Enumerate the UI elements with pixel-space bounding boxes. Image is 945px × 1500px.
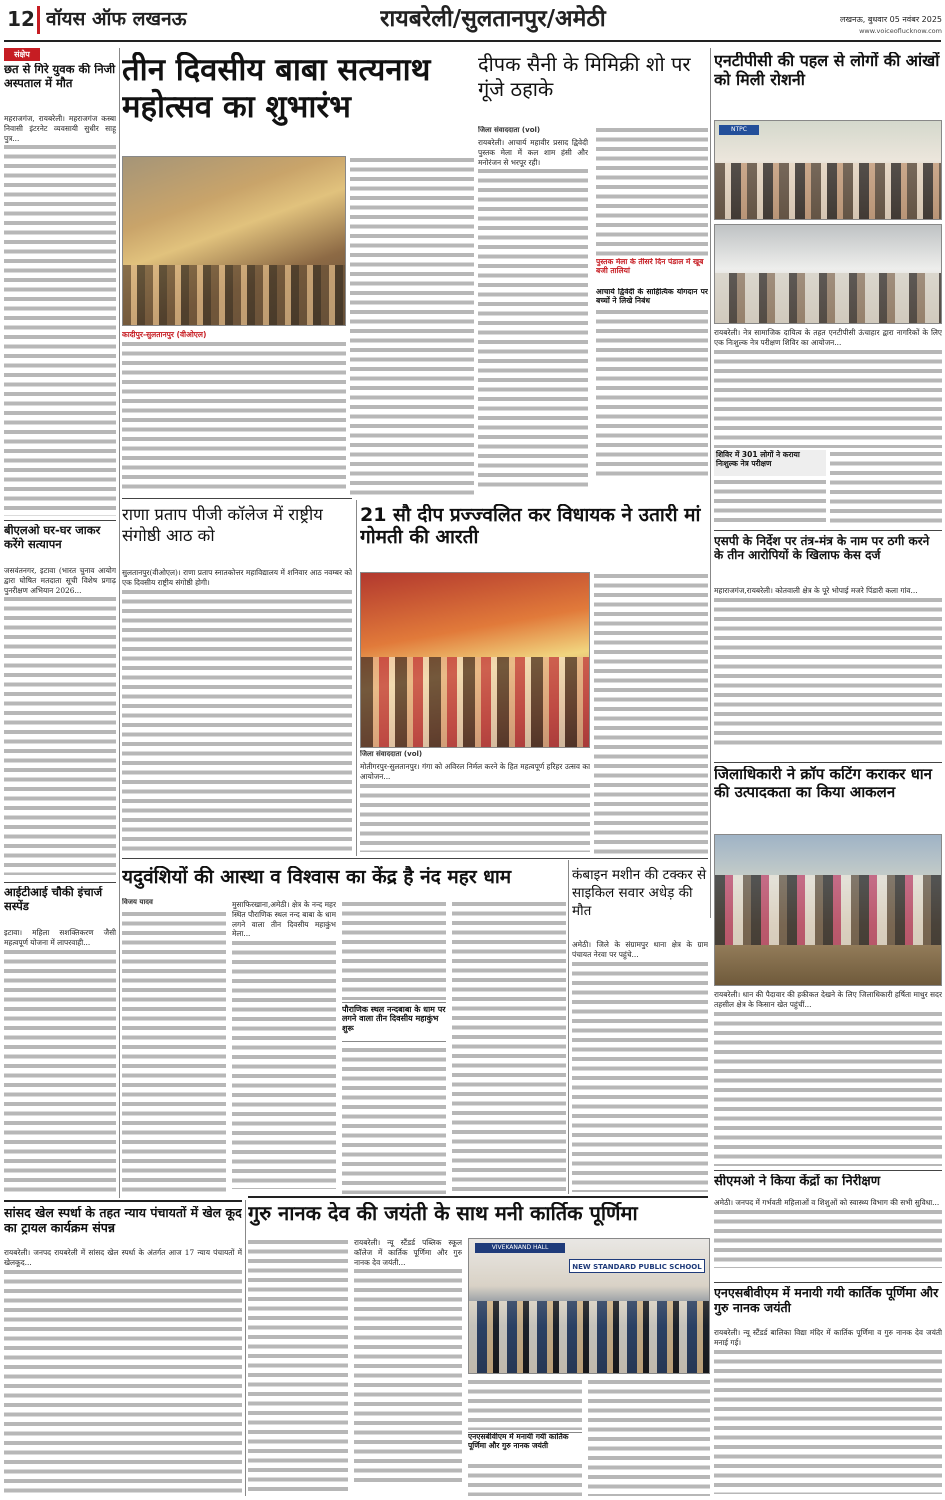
story-body: रायबरेली। न्यू स्टैंडर्ड बालिका विद्या मंदिर में कार्तिक पूर्णिमा व गुरु नानक देव जयंती मनाई गई।: [714, 1328, 942, 1496]
photo-people: [715, 875, 942, 945]
story-divider: [122, 858, 708, 859]
story-headline: गुरु नानक देव की जयंती के साथ मनी कार्तिक पूर्णिमा: [248, 1202, 638, 1225]
column-divider: [568, 860, 569, 1194]
story-subhead: पौराणिक स्थल नन्दबाबा के धाम पर लगने वाला तीन दिवसीय महाकुंभ शुरू: [342, 1002, 446, 1042]
story-headline: तीन दिवसीय बाबा सत्यनाथ महोत्सव का शुभारंभ: [122, 52, 431, 125]
news-photo: [714, 224, 942, 324]
photo-banner: NEW STANDARD PUBLIC SCHOOL: [569, 1259, 705, 1273]
story-headline: एसपी के निर्देश पर तंत्र-मंत्र के नाम पर ठगी करने के तीन आरोपियों के खिलाफ केस दर्ज: [714, 534, 930, 563]
brief-divider: [4, 882, 116, 883]
news-photo: [714, 834, 942, 986]
story-body: [714, 478, 826, 526]
story-body: अमेठी। जनपद में गर्भवती महिलाओं व शिशुओं को स्वास्थ्य विभाग की सभी सुविधा...: [714, 1198, 942, 1280]
brief-body: जसवंतनगर, इटावा (भारत चुनाव आयोग द्वारा घोषित मतदाता सूची विशेष प्रगाढ़ पुनरीक्षण अभियान 2026...: [4, 566, 116, 878]
story-subhead: आचार्य द्विवेदी के साहित्यिक योगदान पर बच्चों ने लिखे निबंध: [596, 288, 708, 305]
story-body: मुसाफिरखाना,अमेठी। क्षेत्र के नन्द महर स्थित पौराणिक स्थल नन्द बाबा के धाम लगने वाला तीन दिवसीय महाकुंभ मेला...: [232, 900, 336, 1194]
story-divider: [4, 1200, 242, 1202]
photo-banner: NTPC: [719, 125, 759, 135]
story-body: [468, 1378, 582, 1430]
story-guru-nanak: [248, 1198, 710, 1496]
column-divider: [119, 48, 120, 1198]
story-sports: [4, 1204, 242, 1496]
column-divider: [710, 48, 711, 918]
story-nand-mahar: [122, 860, 566, 1194]
story-body: अमेठी। जिले के संग्रामपुर थाना क्षेत्र के ग्राम पंचायत नेरवा पर पहुंचे...: [572, 940, 708, 1194]
story-divider: [714, 530, 942, 531]
story-subhead: शिविर में 301 लोगों ने कराया निःशुल्क नेत्र परीक्षण: [714, 450, 826, 476]
photo-students: [469, 1301, 710, 1373]
story-crop-cutting: [714, 764, 942, 1168]
story-cmo: [714, 1172, 942, 1280]
dateline: लखनऊ, बुधवार 05 नवंबर 2025: [840, 15, 942, 24]
story-headline: कंबाइन मशीन की टक्कर से साइकिल सवार अधेड़ की मौत: [572, 867, 707, 920]
story-body: [588, 1378, 710, 1496]
story-tantra-mantra: [714, 532, 942, 760]
story-body: [342, 1046, 446, 1194]
brief-divider: [4, 520, 116, 521]
story-body: [596, 288, 708, 484]
photo-banner: VIVEKANAND HALL: [475, 1243, 565, 1253]
story-headline: यदुवंशियों की आस्था व विश्वास का केंद्र है नंद महर धाम: [122, 866, 512, 888]
story-body: [342, 900, 446, 1000]
news-photo: [468, 1238, 710, 1374]
column-divider: [356, 500, 357, 856]
page-number: 12: [7, 7, 35, 31]
story-ntpc: [714, 48, 942, 526]
masthead: [0, 0, 945, 46]
news-photo: [122, 156, 346, 326]
column-briefs: [4, 48, 116, 1200]
story-body: महाराजगंज,रायबरेली। कोतवाली क्षेत्र के पूरे भोपाई मजरे पिंडारी कला गांव...: [714, 586, 942, 760]
brief-headline: छत से गिरे युवक की निजी अस्पताल में मौत: [4, 63, 116, 90]
brief-body: इटावा। महिला सशक्तिकरण जैसी महत्वपूर्ण योजना में लापरवाही...: [4, 928, 116, 1198]
story-headline: राणा प्रताप पीजी कॉलेज में राष्ट्रीय संगोष्ठी आठ को: [122, 505, 323, 546]
story-body: [452, 900, 566, 1194]
photo-crowd: [123, 265, 346, 325]
story-divider: [714, 762, 942, 763]
story-deepak-saini: [478, 48, 708, 496]
edition-title: रायबरेली/सुलतानपुर/अमेठी: [380, 6, 606, 32]
story-divider: [714, 1282, 942, 1283]
photo-people: [715, 273, 942, 323]
story-body: रायबरेली। धान की पैदावार की हकीकत देखने के लिए जिलाधिकारी हर्षिता माथुर सदर तहसील क्षेत्र के किसान खेत पहुंचीं...: [714, 990, 942, 1168]
brief-headline: आईटीआई चौकी इंचार्ज सस्पेंड: [4, 886, 103, 913]
story-body: [122, 910, 226, 1194]
story-body: [830, 450, 942, 526]
news-photo: [714, 120, 942, 220]
brief-body: महराजगंज, रायबरेली। महराजगंज कस्बा निवासी इंटरनेट व्यवसायी सुधीर साहू पुत्र...: [4, 114, 116, 516]
story-headline: 21 सौ दीप प्रज्ज्वलित कर विधायक ने उतारी मां गोमती की आरती: [360, 504, 701, 549]
story-21-sau-deep: [360, 500, 708, 856]
story-body: [468, 1462, 582, 1496]
section-tag: संक्षेप: [4, 48, 40, 61]
story-headline: सीएमओ ने किया केंद्रों का निरीक्षण: [714, 1174, 881, 1189]
photo-people: [715, 163, 942, 219]
story-byline: जिला संवाददाता (vol): [478, 126, 541, 134]
brief-headline: बीएलओ घर-घर जाकर करेंगे सत्यापन: [4, 524, 101, 551]
story-baba-satyanath: [122, 48, 474, 496]
story-body: मोतीगरपुर-सुलतानपुर। गंगा को अविरल निर्मल करने के हित महत्वपूर्ण हरिहर उत्सव का आयोजन...: [360, 762, 590, 856]
story-body: रायबरेली। नेत्र सामाजिक दायित्व के तहत एनटीपीसी ऊंचाहार द्वारा नागरिकों के लिए एक निःशुल्क नेत्र परीक्षण शिविर का आयोजन...: [714, 328, 942, 448]
story-body: [596, 126, 708, 256]
story-combine: [572, 860, 708, 1194]
masthead-rule: [4, 40, 941, 42]
story-headline: एनटीपीसी की पहल से लोगों की आंखों को मिली रोशनी: [714, 52, 940, 89]
story-rana-pratap: [122, 500, 352, 856]
story-headline: जिलाधिकारी ने क्रॉप कटिंग कराकर धान की उत्पादकता का किया आकलन: [714, 766, 933, 801]
story-body: सुलतानपुर(वीओएल)। राणा प्रताप स्नातकोत्तर महाविद्यालय में शनिवार आठ नवम्बर को एक दिवसीय राष्ट्रीय संगोष्ठी होगी।: [122, 568, 352, 856]
story-body: [248, 1238, 348, 1496]
story-headline: सांसद खेल स्पर्धा के तहत न्याय पंचायतों में खेल कूद का ट्रायल कार्यक्रम संपन्न: [4, 1206, 242, 1235]
story-body: [122, 330, 346, 496]
paper-name: वॉयस ऑफ लखनऊ: [46, 8, 187, 30]
story-subhead: एनएसबीवीएम में मनायी गयी कार्तिक पूर्णिमा और गुरु नानक जयंती: [468, 1432, 582, 1460]
story-headline: एनएसबीवीएम में मनायी गयी कार्तिक पूर्णिमा और गुरु नानक जयंती: [714, 1286, 939, 1315]
photo-people: [361, 657, 590, 747]
photo-caption: जिला संवाददाता (vol): [360, 750, 423, 758]
story-divider: [122, 498, 352, 499]
story-body: रायबरेली। आचार्य महावीर प्रसाद द्विवेदी पुस्तक मेला में कल शाम हंसी और मनोरंजन से भरपूर रही।: [478, 138, 588, 496]
story-body: रायबरेली। जनपद रायबरेली में सांसद खेल स्पर्धा के अंतर्गत आज 17 न्याय पंचायतों में खेलकूद...: [4, 1248, 242, 1496]
story-divider: [714, 1170, 942, 1171]
news-photo: [360, 572, 590, 748]
column-divider: [245, 1200, 246, 1496]
story-body: [350, 156, 474, 496]
story-byline: विजय यादव: [122, 898, 153, 906]
masthead-divider: [37, 6, 40, 34]
story-nsbvm: [714, 1284, 942, 1496]
story-body: [594, 572, 708, 856]
story-subhead: पुस्तक मेला के तीसरे दिन पंडाल में खूब बजी तालियां: [596, 258, 704, 275]
story-dateline: कादीपुर-सुलतानपुर (वीओएल): [122, 330, 207, 339]
website: www.voiceoflucknow.com: [859, 27, 942, 35]
story-body: रायबरेली। न्यू स्टैंडर्ड पब्लिक स्कूल कॉलेज में कार्तिक पूर्णिमा और गुरु नानक देव जयंती...: [354, 1238, 462, 1496]
story-headline: दीपक सैनी के मिमिक्री शो पर गूंजे ठहाके: [478, 52, 691, 101]
